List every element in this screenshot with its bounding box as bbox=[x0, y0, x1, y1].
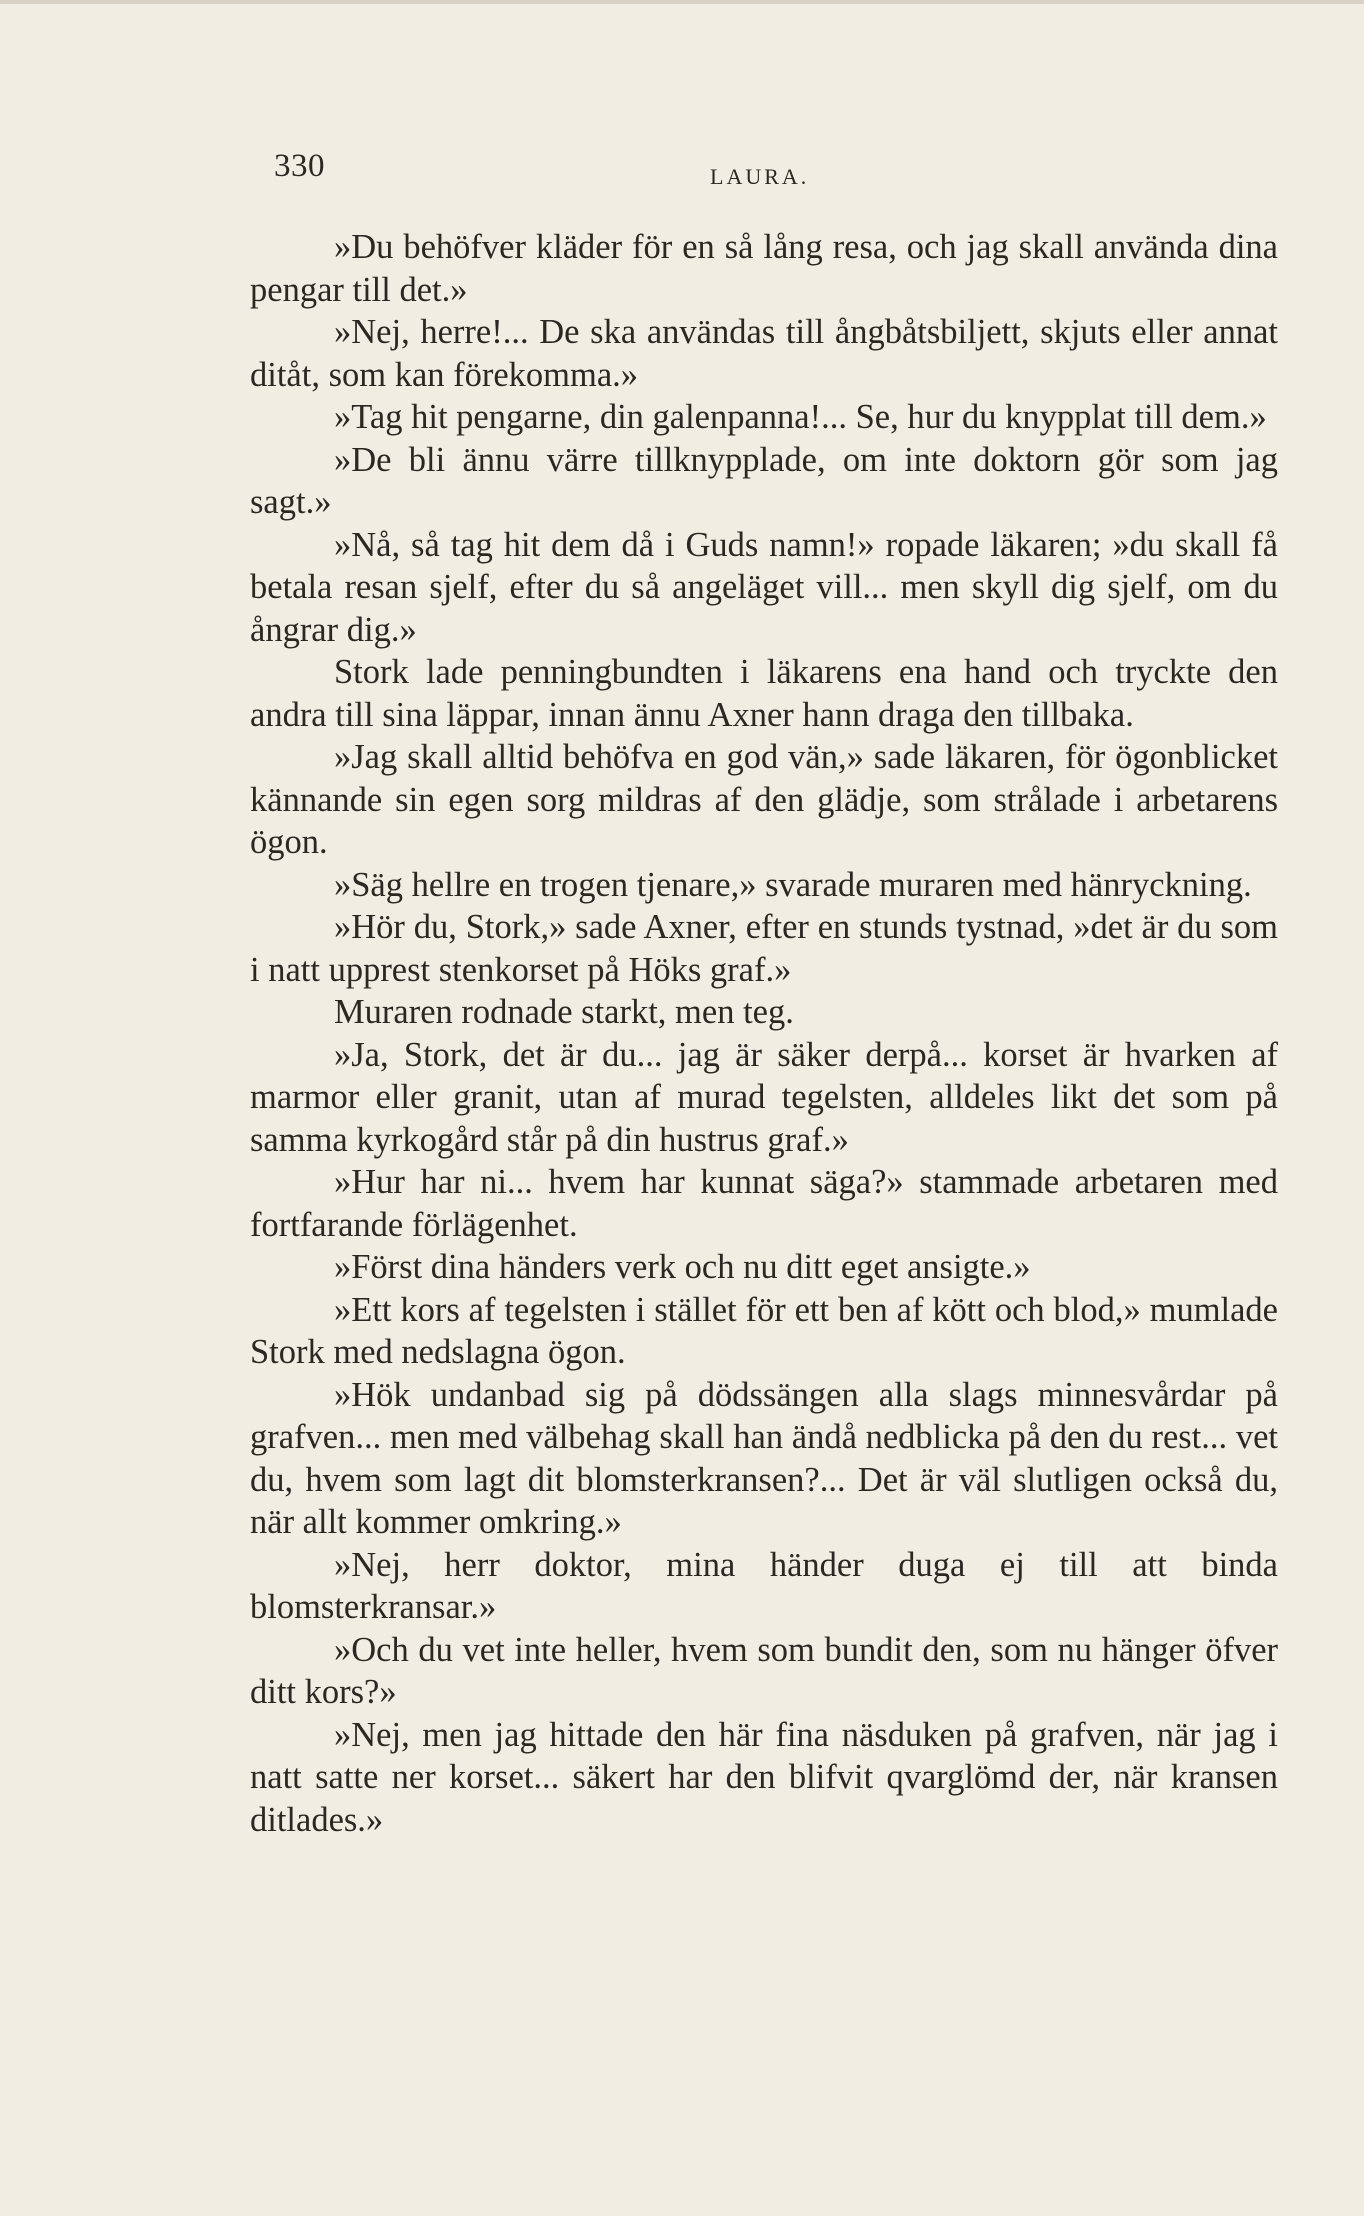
paragraph: Stork lade penningbundten i läkarens ena hand och tryckte den andra till sina läppar, innan ännu Axner hann draga den tillbaka. bbox=[250, 653, 1278, 734]
body-text bbox=[250, 226, 1278, 1841]
paragraph: »Jag skall alltid behöfva en god vän,» sade läkaren, för ögonblicket kännande sin egen sorg mildras af den glädje, som strålade i arbetarens ögon. bbox=[250, 738, 1278, 861]
paragraph: »Ett kors af tegelsten i stället för ett ben af kött och blod,» mumlade Stork med nedslagna ögon. bbox=[250, 1290, 1278, 1371]
paragraph: »Hur har ni... hvem har kunnat säga?» stammade arbetaren med fortfarande förlägenhet. bbox=[250, 1163, 1278, 1244]
page-header bbox=[274, 148, 1278, 198]
paragraph: »Först dina händers verk och nu ditt eget ansigte.» bbox=[334, 1248, 1031, 1286]
paragraph: »Tag hit pengarne, din galenpanna!... Se, hur du knypplat till dem.» bbox=[334, 398, 1267, 436]
paragraph: »Ja, Stork, det är du... jag är säker derpå... korset är hvarken af marmor eller granit, utan af murad tegelsten, alldeles likt det som på samma kyrkogård står på din hustrus graf.» bbox=[250, 1035, 1278, 1159]
paragraph: »Hör du, Stork,» sade Axner, efter en stunds tystnad, »det är du som i natt upprest stenkorset på Höks graf.» bbox=[250, 908, 1278, 989]
paragraph: »De bli ännu värre tillknypplade, om inte doktorn gör som jag sagt.» bbox=[250, 440, 1278, 521]
paragraph: Muraren rodnade starkt, men teg. bbox=[334, 993, 794, 1031]
paragraph: »Nå, så tag hit dem då i Guds namn!» ropade läkaren; »du skall få betala resan sjelf, efter du så angeläget vill... men skyll dig sjelf, om du ångrar dig.» bbox=[250, 525, 1278, 649]
page-number: 330 bbox=[274, 148, 325, 184]
running-title: LAURA. bbox=[710, 164, 810, 189]
paragraph: »Och du vet inte heller, hvem som bundit den, som nu hänger öfver ditt kors?» bbox=[250, 1630, 1278, 1711]
paragraph: »Hök undanbad sig på dödssängen alla slags minnesvårdar på grafven... men med välbehag skall han ändå nedblicka på den du rest... vet du, hvem som lagt dit blomsterkransen?... Det är väl slutligen också du, när allt kommer omkring.» bbox=[250, 1375, 1278, 1541]
paragraph: »Nej, men jag hittade den här fina näsduken på grafven, när jag i natt satte ner korset... säkert har den blifvit qvarglömd der, när kransen ditlades.» bbox=[250, 1715, 1278, 1839]
page-top-edge bbox=[0, 0, 1364, 4]
paragraph: »Du behöfver kläder för en så lång resa, och jag skall använda dina pengar till det.» bbox=[250, 228, 1278, 309]
paragraph: »Säg hellre en trogen tjenare,» svarade muraren med hänryckning. bbox=[334, 865, 1252, 904]
paragraph: »Nej, herr doktor, mina händer duga ej till att binda blomsterkransar.» bbox=[250, 1545, 1278, 1626]
paragraph: »Nej, herre!... De ska användas till ångbåtsbiljett, skjuts eller annat ditåt, som kan förekomma.» bbox=[250, 313, 1278, 394]
